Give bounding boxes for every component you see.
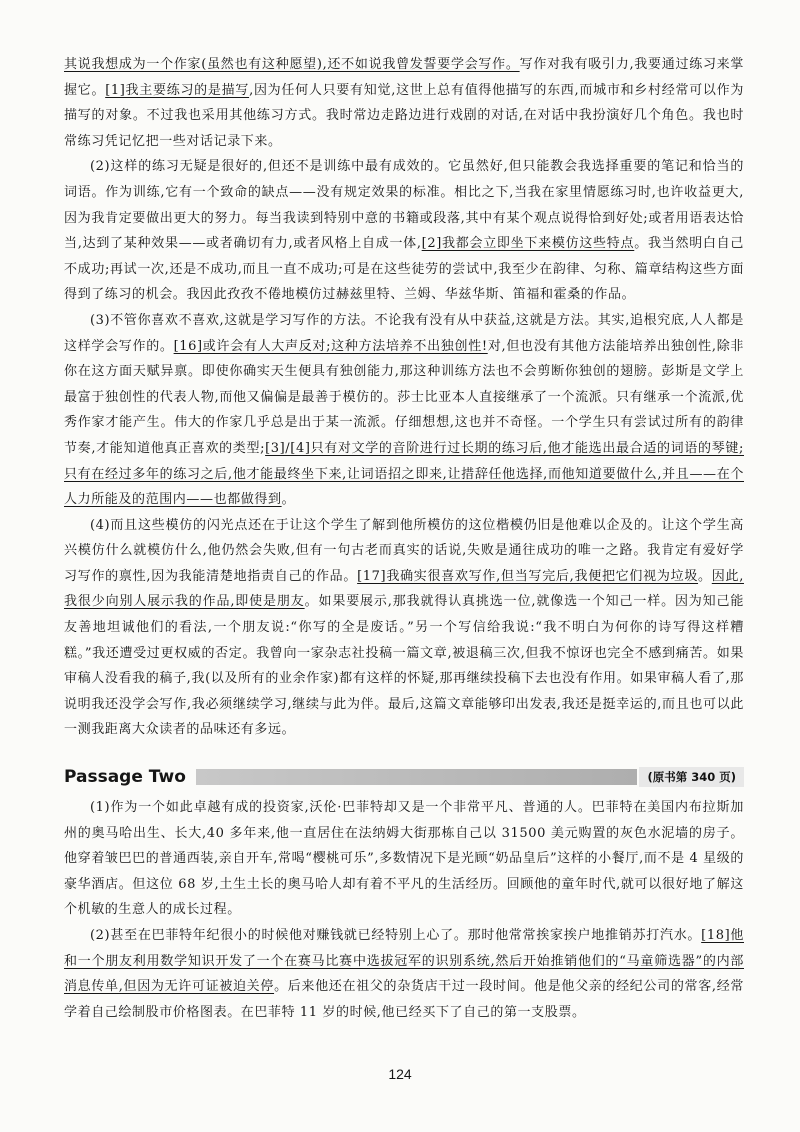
passage-two-body <box>64 795 744 1025</box>
underlined-text: [2]我都会立即坐下来模仿这些特点 <box>421 236 635 252</box>
paragraph <box>64 795 744 923</box>
text-segment: 。如果要展示,那我就得认真挑选一位,就像选一个知己一样。因为知己能友善地坦诚他们的看法,一个朋友说:“你写的全是废话。”另一个写信给我说:“我不明白为何你的诗写得这样糟糕。”我还遭受过更权威的否定。我曾向一家杂志社投稿一篇文章,被退稿三次,但我不惊讶也完全不感到痛苦。如果审稿人没看我的稿子,我(以及所有的业余作家)都有这样的怀疑,那再继续投稿下去也没有作用。如果审稿人看了,那说明我还没学会写作,我必须继续学习,继续与此为伴。最后,这篇文章能够印出发表,我还是挺幸运的,而且也可以此一测我距离大众读者的品味还有多远。 <box>64 594 744 738</box>
text-segment: (2)甚至在巴菲特年纪很小的时候他对赚钱就已经特别上心了。那时他常常挨家挨户地推销苏打汽水。 <box>90 928 702 943</box>
text-segment: (4)而且这些模仿的闪光点还在于让这个学生了解到他所模仿的这位楷模仍旧是他难以企及的。让这个学生高兴模仿什么就模仿什么,他仍然会失败,但有一句古老而真实的话说,失败是通往成功的唯一之路。我肯定有爱好学习写作的禀性,因为我能清楚地指责自己的作品。 <box>64 517 744 584</box>
underlined-text: [17]我确实很喜欢写作,但当写完后,我便把它们视为垃圾 <box>357 568 699 584</box>
text-segment: 。后来他还在祖父的杂货店干过一段时间。他是他父亲的经纪公司的常客,经常学着自己绘制股市价格图表。在巴菲特 11 岁的时候,他已经买下了自己的第一支股票。 <box>64 979 745 1020</box>
text-segment: (1)作为一个如此卓越有成的投资家,沃伦·巴菲特却又是一个非常平凡、普通的人。巴菲特在美国内布拉斯加州的奥马哈出生、长大,40 多年来,他一直居住在法纳姆大街那栋自己以 31500 美元购置的灰色水泥墙的房子。他穿着皱巴巴的普通西装,亲自开车,常喝“樱桃可乐”,多数情况下是光顾“奶品皇后”这样的小餐厅,而不是 4 星级的豪华酒店。但这位 68 岁,土生土长的奥马哈人却有着不平凡的生活经历。回顾他的童年时代,就可以很好地了解这个机敏的生意人的成长过程。 <box>64 800 744 918</box>
text-segment: 对,但也没有其他方法能培养出独创性,除非你在这方面天赋异禀。即使你确实天生便具有独创能力,那这种训练方法也不会剪断你独创的翅膀。彭斯是文学上最富于独创性的代表人物,而他又偏偏是最善于模仿的。莎士比亚本人直接继承了一个流派。只有继承一个流派,优秀作家才能产生。伟大的作家几乎总是出于某一流派。仔细想想,这也并不奇怪。一个学生只有尝试过所有的韵律节奏,才能知道他真正喜欢的类型; <box>64 338 744 456</box>
section-title: Passage Two <box>64 767 196 787</box>
underlined-text: 其说我想成为一个作家(虽然也有这种愿望),还不如说我曾发誓要学会写作。 <box>64 57 520 72</box>
text-segment: (3)不管你喜欢不喜欢,这就是学习写作的方法。不论我有没有从中获益,这就是方法。其实,追根究底,人人都是这样学会写作的。 <box>64 312 744 354</box>
section-rule <box>196 769 638 785</box>
underlined-text: [3]/[4]只有对文学的音阶进行过长期的练习后,他才能选出最合适的词语的琴键;只有在经过多年的练习之后,他才能最终坐下来,让词语招之即来,让措辞任他选择,而他知道要做什么,并且——在个人力所能及的范围内——也都做得到 <box>64 440 744 508</box>
section-page-reference: (原书第 340 页) <box>637 767 744 787</box>
paragraph <box>64 52 744 154</box>
page-number: 124 <box>388 1066 412 1082</box>
paragraph <box>64 923 744 1025</box>
text-segment: 。 <box>698 568 712 584</box>
text-segment: (2)这样的练习无疑是很好的,但还不是训练中最有成效的。它虽然好,但只能教会我选择重要的笔记和恰当的词语。作为训练,它有一个致命的缺点——没有规定效果的标准。相比之下,当我在家里情愿练习时,也许收益更大,因为我肯定要做出更大的努力。每当我读到特别中意的书籍或段落,其中有某个观点说得恰到好处;或者用语表达恰当,达到了某种效果——或者确切有力,或者风格上自成一体, <box>64 159 744 252</box>
underlined-text: [18]他和一个朋友利用数学知识开发了一个在赛马比赛中选拔冠军的识别系统,然后开始推销他们的“马童筛选器”的内部消息传单,但因为无许可证被迫关停 <box>64 928 744 995</box>
paragraph <box>64 308 744 513</box>
text-segment: 。 <box>281 492 296 508</box>
underlined-text: [16]或许会有人大声反对;这种方法培养不出独创性! <box>173 338 488 354</box>
text-segment: 写作对我有吸引力,我要通过练习来掌握它。 <box>64 57 744 98</box>
underlined-text: [1]我主要练习的是描写 <box>105 82 250 98</box>
text-segment: ,因为任何人只要有知觉,这世上总有值得他描写的东西,而城市和乡村经常可以作为描写的对象。不过我也采用其他练习方式。我时常边走路边进行戏剧的对话,在对话中我扮演好几个角色。我也时常练习凭记忆把一些对话记录下来。 <box>64 82 744 149</box>
document-page <box>64 52 744 1025</box>
paragraph <box>64 154 744 308</box>
paragraph <box>64 513 744 743</box>
section-header <box>64 765 744 789</box>
text-segment: 。我当然明白自己不成功;再试一次,还是不成功,而且一直不成功;可是在这些徒劳的尝试中,我至少在韵律、匀称、篇章结构这些方面得到了练习的机会。我因此孜孜不倦地模仿过赫兹里特、兰姆、华兹华斯、笛福和霍桑的作品。 <box>64 236 744 303</box>
passage-one-body <box>64 52 744 743</box>
underlined-text: 因此,我很少向别人展示我的作品,即使是朋友 <box>64 568 744 610</box>
